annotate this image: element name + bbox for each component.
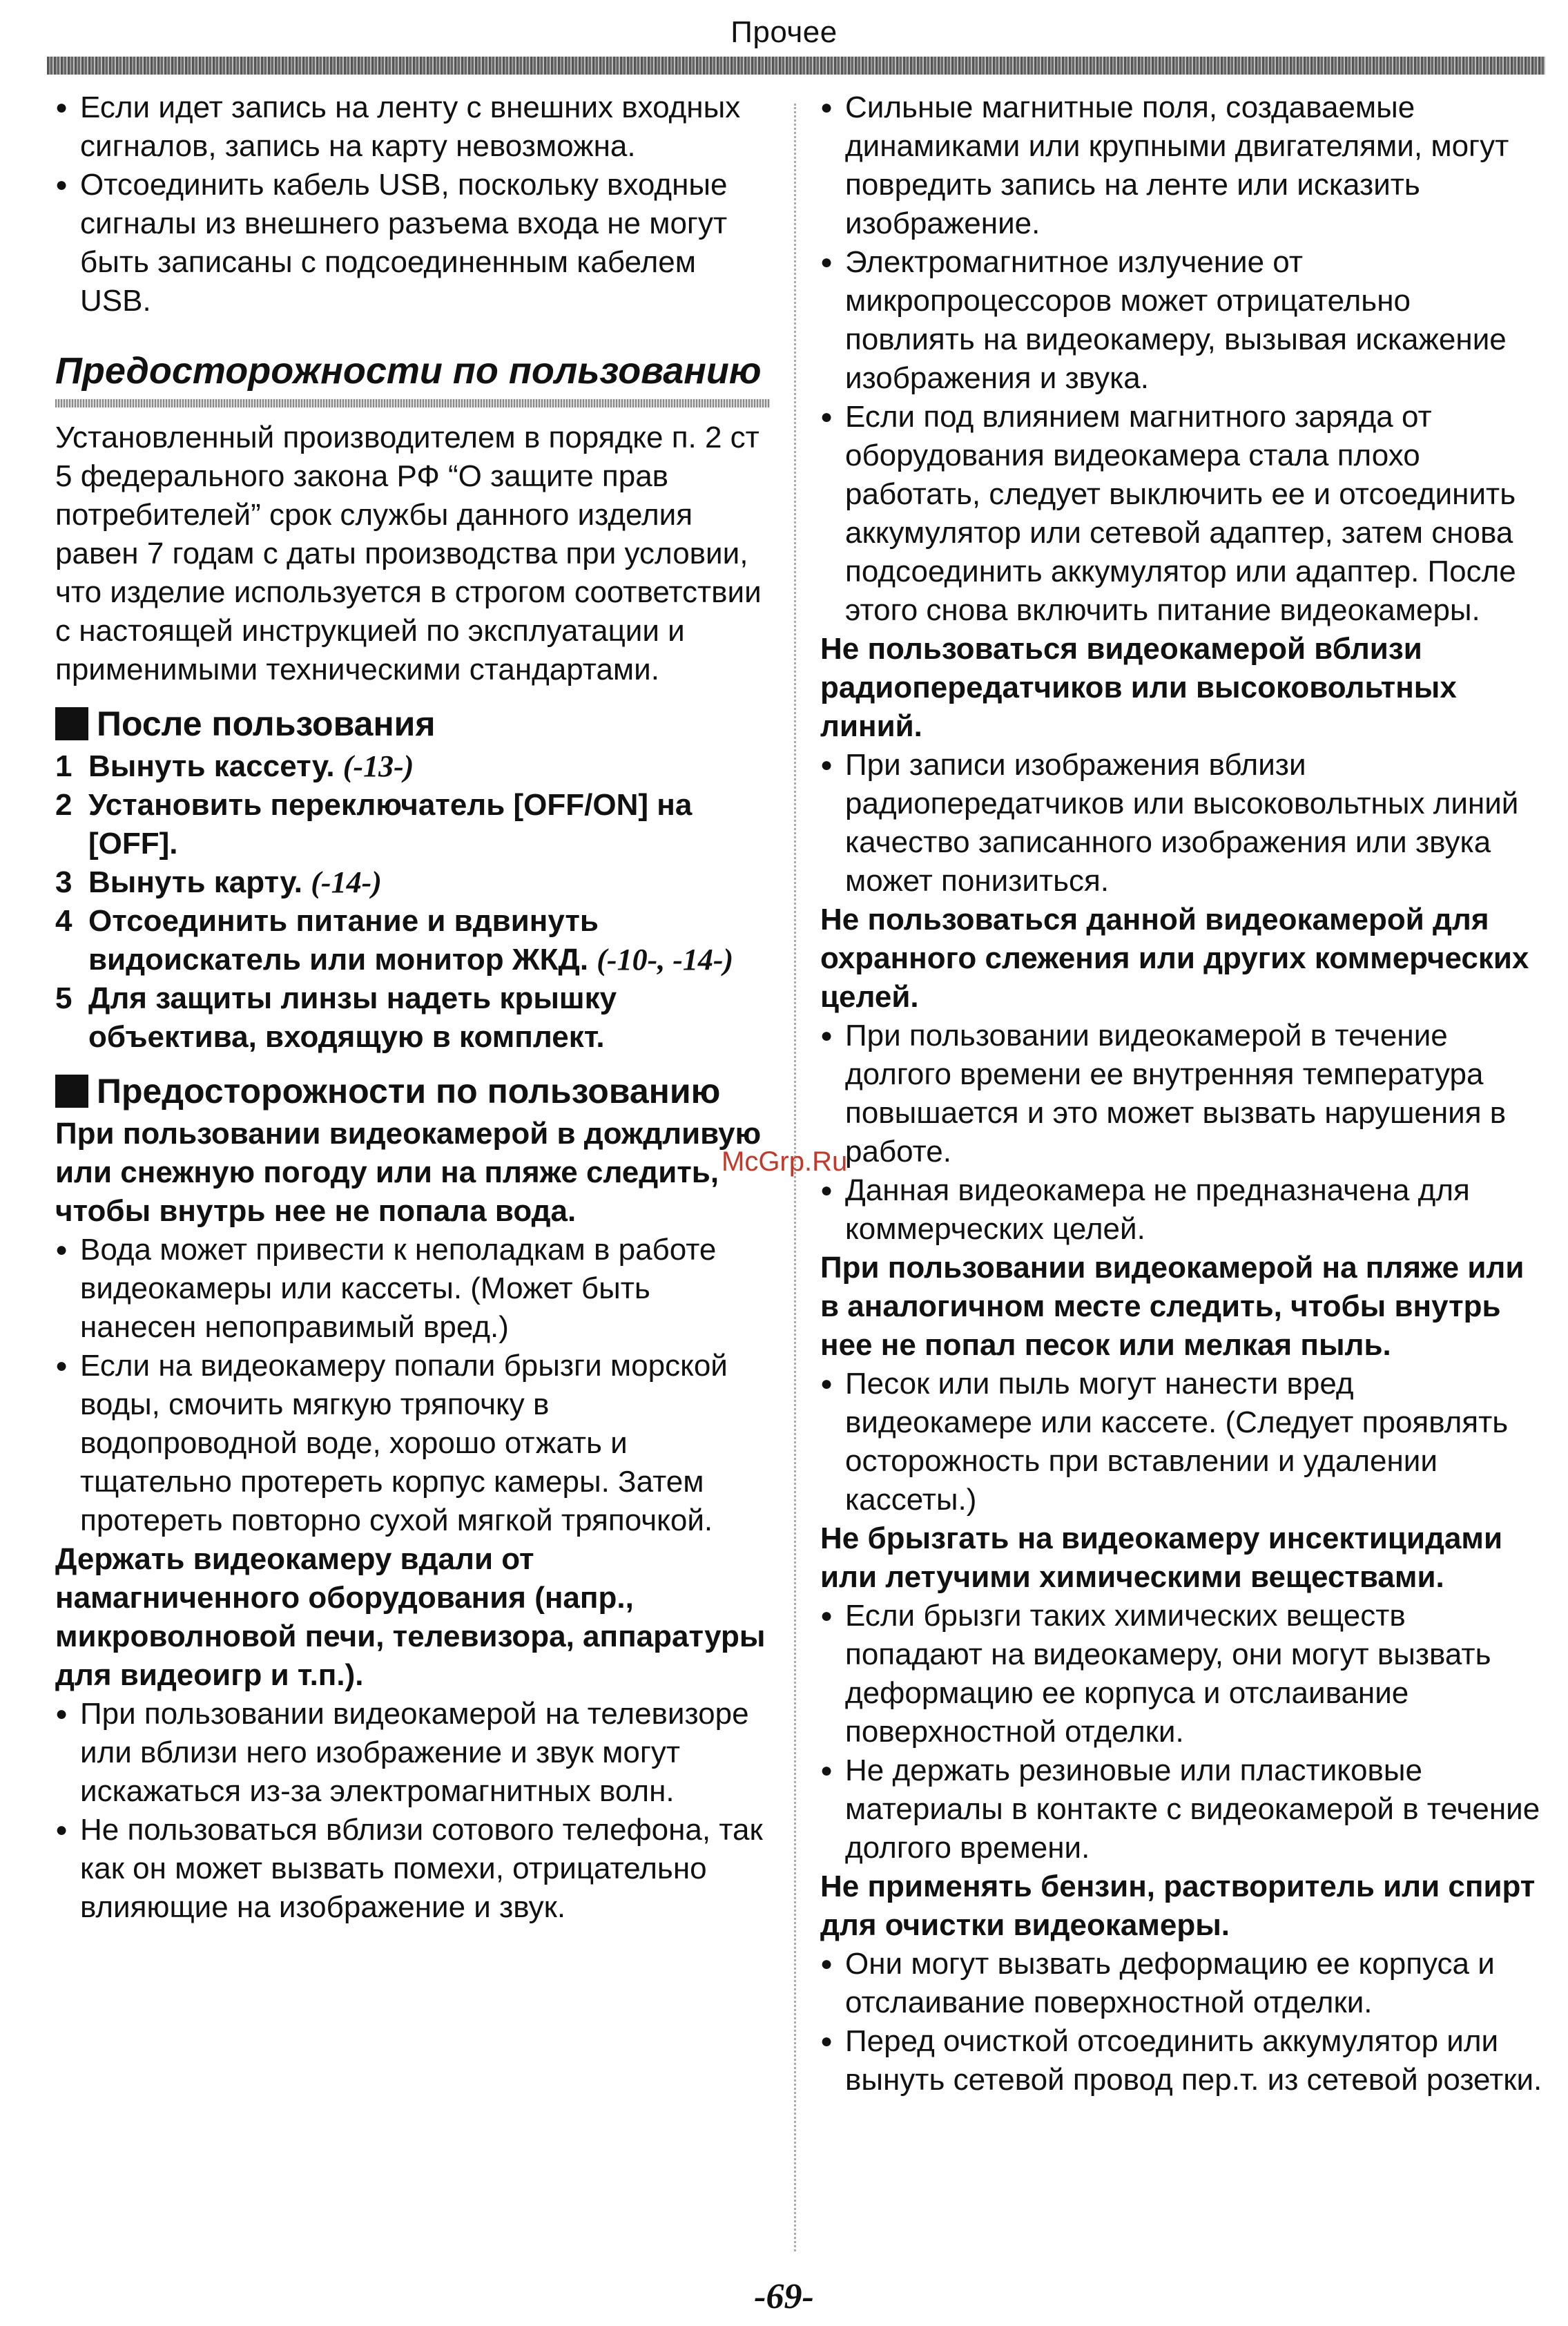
list-item: ● Сильные магнитные поля, создаваемые динамиками или крупными двигателями, могут повредить запись на ленте или исказить изображение. xyxy=(820,88,1545,243)
column-divider xyxy=(794,104,796,2251)
warning-heading: При пользовании видеокамерой на пляже или в аналогичном месте следить, чтобы внутрь нее не попал песок или мелкая пыль. xyxy=(820,1251,1525,1362)
list-item: ● Песок или пыль могут нанести вред видеокамере или кассете. (Следует проявлять осторожность при вставлении и удалении кассеты.) xyxy=(820,1365,1545,1519)
list-item: ● Если под влиянием магнитного заряда от оборудования видеокамера стала плохо работать, следует выключить ее и отсоединить аккумулятор или сетевой адаптер, затем снова подсоединить аккумулятор или адаптер. После этого снова включить питание видеокамеры. xyxy=(820,398,1545,630)
list-item: ● Перед очисткой отсоединить аккумулятор или вынуть сетевой провод пер.т. из сетевой розетки. xyxy=(820,2022,1545,2099)
warning-heading: При пользовании видеокамерой в дождливую или снежную погоду или на пляже следить, чтобы внутрь нее не попала вода. xyxy=(55,1117,762,1228)
list-item: ● Электромагнитное излучение от микропроцессоров может отрицательно повлиять на видеокамеру, вызывая искажение изображения и звука. xyxy=(820,243,1545,398)
after-use-heading: После пользования xyxy=(55,703,770,744)
step-item: 3 Вынуть карту. (-14-) xyxy=(55,865,382,899)
service-life-paragraph: Установленный производителем в порядке п. 2 ст 5 федерального закона РФ “О защите прав потребителей” срок службы данного изделия равен 7 годам с даты производства при условии, что изделие используется в строгом соответствии с настоящей инструкцией по эксплуатации и применимыми техническими стандартами. xyxy=(55,421,762,686)
step-item: 2 Установить переключатель [OFF/ON] на [OFF]. xyxy=(55,788,693,861)
section-rule xyxy=(55,399,770,407)
list-item: ● Вода может привести к неполадкам в работе видеокамеры или кассеты. (Может быть нанесен непоправимый вред.) xyxy=(55,1231,770,1347)
section-heading: Предосторожности по пользованию xyxy=(55,350,762,392)
page-number: -69- xyxy=(754,2277,814,2316)
right-column xyxy=(820,88,1545,2099)
list-item: ● Данная видеокамера не предназначена для коммерческих целей. xyxy=(820,1171,1545,1249)
warning-heading: Не пользоваться данной видеокамерой для охранного слежения или других коммерческих целей. xyxy=(820,903,1529,1014)
list-item: ● Не пользоваться вблизи сотового телефона, так как он может вызвать помехи, отрицательно влияющие на изображение и звук. xyxy=(55,1811,770,1927)
warning-heading: Держать видеокамеру вдали от намагниченного оборудования (напр., микроволновой печи, телевизора, аппаратуры для видеоигр и т.п.). xyxy=(55,1542,766,1692)
list-item: ● Отсоединить кабель USB, поскольку входные сигналы из внешнего разъема входа не могут быть записаны с подсоединенным кабелем USB. xyxy=(55,166,770,320)
list-item: ● Не держать резиновые или пластиковые материалы в контакте с видеокамерой в течение долгого времени. xyxy=(820,1751,1545,1867)
header-band xyxy=(47,57,1545,75)
step-item: 4 Отсоединить питание и вдвинуть видоискатель или монитор ЖКД. (-10-, -14-) xyxy=(55,904,734,977)
list-item: ● При записи изображения вблизи радиопередатчиков или высоковольтных линий качество записанного изображения или звука может понизиться. xyxy=(820,746,1545,901)
left-column xyxy=(55,88,770,1927)
precautions-heading: Предосторожности по пользованию xyxy=(55,1070,770,1112)
watermark: McGrp.Ru xyxy=(722,1146,848,1177)
list-item: ● Они могут вызвать деформацию ее корпуса и отслаивание поверхностной отделки. xyxy=(820,1945,1545,2022)
step-item: 1 Вынуть кассету. (-13-) xyxy=(55,749,414,783)
list-item: ● Если брызги таких химических веществ попадают на видеокамеру, они могут вызвать деформацию ее корпуса и отслаивание поверхностной отделки. xyxy=(820,1597,1545,1751)
warning-heading: Не пользоваться видеокамерой вблизи радиопередатчиков или высоковольтных линий. xyxy=(820,632,1457,743)
list-item: ● При пользовании видеокамерой в течение долгого времени ее внутренняя температура повышается и это может вызвать нарушения в работе. xyxy=(820,1017,1545,1171)
step-item: 5 Для защиты линзы надеть крышку объектива, входящую в комплект. xyxy=(55,981,617,1054)
page-section-title: Прочее xyxy=(730,15,838,49)
list-item: ● При пользовании видеокамерой на телевизоре или вблизи него изображение и звук могут искажаться из-за электромагнитных волн. xyxy=(55,1695,770,1811)
warning-heading: Не брызгать на видеокамеру инсектицидами или летучими химическими веществами. xyxy=(820,1521,1503,1594)
warning-heading: Не применять бензин, растворитель или спирт для очистки видеокамеры. xyxy=(820,1870,1536,1942)
list-item: ● Если на видеокамеру попали брызги морской воды, смочить мягкую тряпочку в водопроводной воде, хорошо отжать и тщательно протереть корпус камеры. Затем протереть повторно сухой мягкой тряпочкой. xyxy=(55,1347,770,1540)
square-marker-icon xyxy=(55,707,88,740)
square-marker-icon xyxy=(55,1075,88,1108)
list-item: ● Если идет запись на ленту с внешних входных сигналов, запись на карту невозможна. xyxy=(55,88,770,166)
